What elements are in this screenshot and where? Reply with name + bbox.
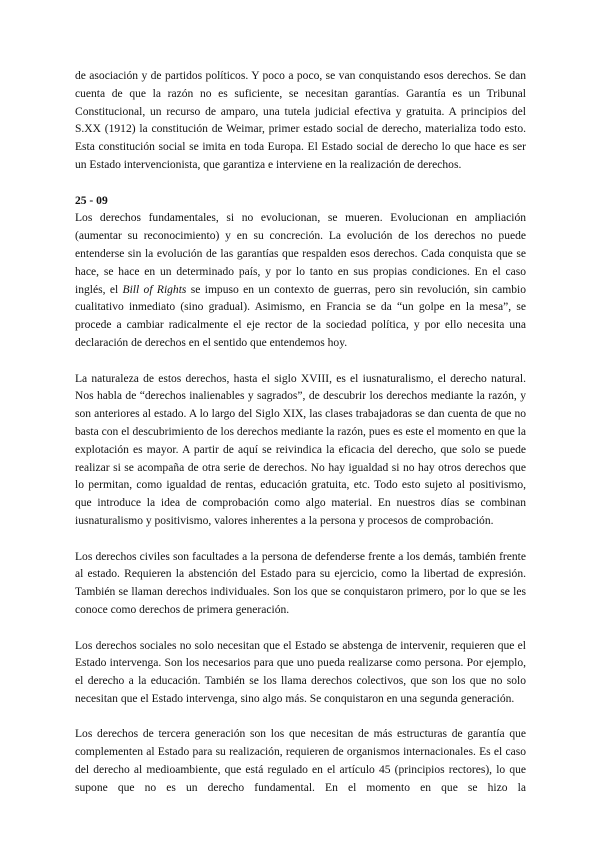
paragraph-weimar: de asociación y de partidos políticos. Y poco a poco, se van conquistando esos derechos. Se dan cuenta de que la razón no es suficiente, se necesitan garantías. Garantía es un Tribunal Constitucional, un recurso de amparo, una tutela judicial efectiva y gratuita. A principios del S.XX (1912) la constitución de Weimar, primer estado social de derecho, materializa todo esto. Esta constitución social se imita en toda Europa. El Estado social de derecho lo que hace es ser un Estado intervencionista, que garantiza e interviene en la realización de derechos. [75, 70, 526, 171]
paragraph-third-generation: Los derechos de tercera generación son los que necesitan de más estructuras de garantía que complementen al Estado para su realización, requieren de organismos internacionales. Es el caso del derecho al medioambiente, que está regulado en el artículo 45 (principios rectores), lo que supone que no es un derecho fundamental. En el momento en que se hizo la [75, 728, 526, 794]
document-page [75, 68, 526, 798]
section-heading-date: 25 - 09 [75, 194, 108, 207]
paragraph-evolution-text-a: Los derechos fundamentales, si no evolucionan, se mueren. Evolucionan en ampliación (aumentar su reconocimiento) y en su concreción. La evolución de los derechos no puede entenderse sin la evolución de las garantías que respalden esos derechos. Cada conquista que se hace, se hace en un determinado país, y por lo tanto en sus propias condiciones. En el caso inglés, el [75, 212, 526, 296]
paragraph-iusnaturalism: La naturaleza de estos derechos, hasta el siglo XVIII, es el iusnaturalismo, el derecho natural. Nos habla de “derechos inalienables y sagrados”, de descubrir los derechos mediante la razón, y son anteriores al estado. A lo largo del Siglo XIX, las clases trabajadoras se dan cuenta de que no basta con el descubrimiento de los derechos mediante la razón, pues es este el momento en que la explotación es mayor. A partir de aquí se reivindica la eficacia del derecho, que solo se puede realizar si se acompaña de otra serie de derechos. No hay igualdad si no hay otros derechos que lo permitan, como igualdad de rentas, educación gratuita, etc. Todo esto sujeto al positivismo, que introduce la idea de comprobación como algo material. En nuestros días se combinan iusnaturalismo y positivismo, valores inherentes a la persona y procesos de comprobación. [75, 372, 526, 527]
paragraph-evolution-text-b: se impuso en un contexto de guerras, pero sin revolución, sin cambio cualitativo inmediato (sino gradual). Asimismo, en Francia se da “un golpe en la mesa”, se procede a cambiar radicalmente el eje rector de la sociedad política, y por ello necesita una declaración de derechos en el sentido que entendemos hoy. [75, 283, 526, 349]
bill-of-rights-title: Bill of Rights [122, 283, 187, 296]
paragraph-social-rights: Los derechos sociales no solo necesitan que el Estado se abstenga de intervenir, requieren que el Estado intervenga. Son los necesarios para que uno pueda realizarse como persona. Por ejemplo, el derecho a la educación. También se los llama derechos colectivos, que son los que no solo necesitan que el Estado intervenga, sino algo más. Se conquistaron en una segunda generación. [75, 639, 526, 705]
paragraph-civil-rights: Los derechos civiles son facultades a la persona de defenderse frente a los demás, también frente al estado. Requieren la abstención del Estado para su ejercicio, como la libertad de expresión. También se llaman derechos individuales. Son los que se conquistaron primero, por lo que se les conoce como derechos de primera generación. [75, 550, 526, 616]
paragraph-evolution [75, 210, 526, 352]
